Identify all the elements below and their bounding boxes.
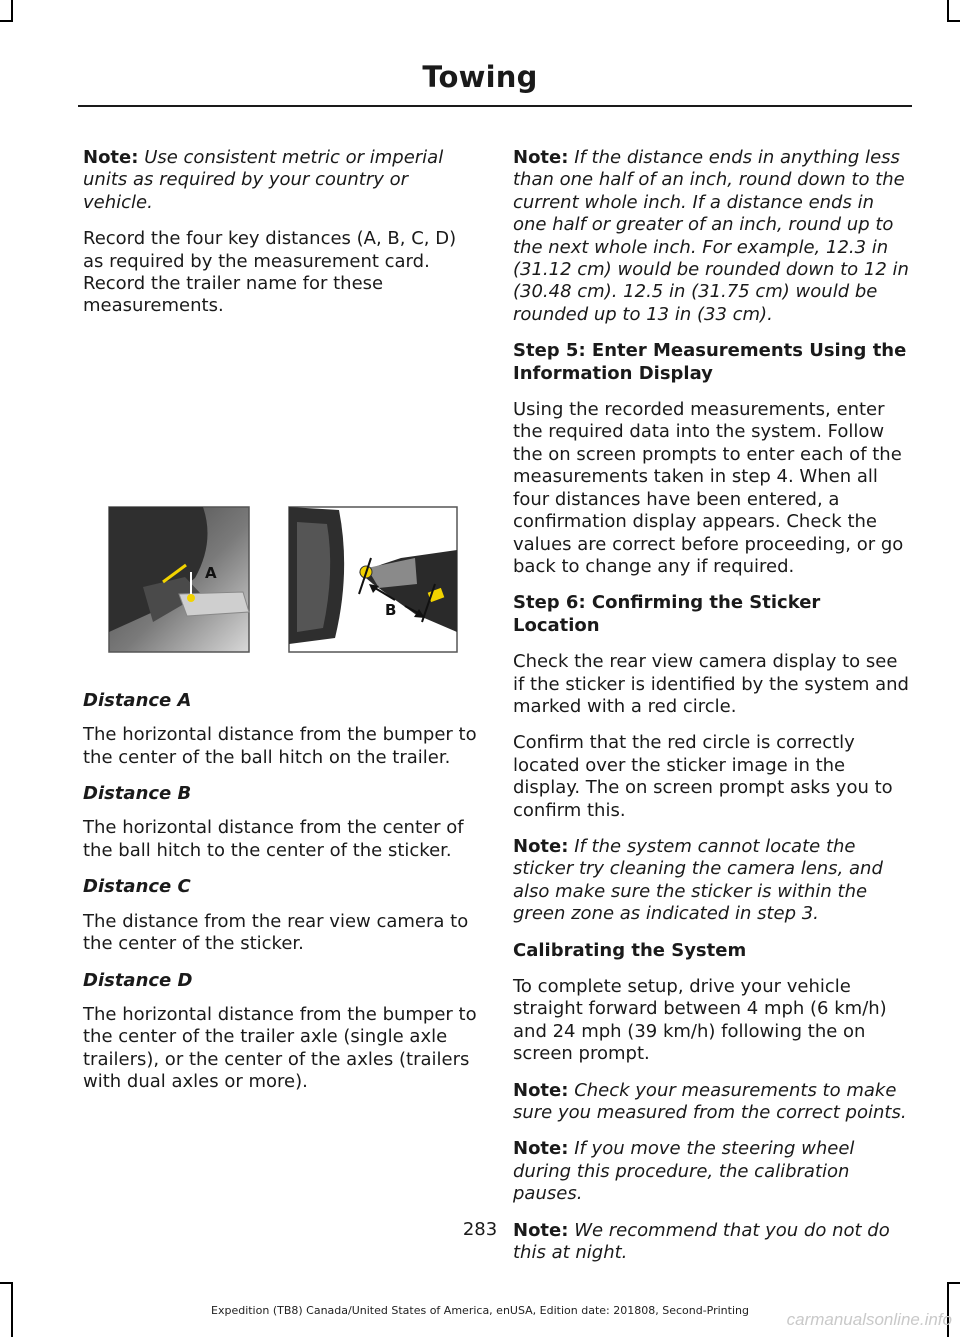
footer-edition: Expedition (TB8) Canada/United States of America, enUSA, Edition date: 201808, Second-Printing — [211, 1304, 749, 1317]
note-text: If you move the steering wheel during this procedure, the calibration pauses. — [513, 1138, 855, 1205]
step6-text-1: Check the rear view camera display to see if the sticker is identified by the system and marked with a red circle. — [513, 651, 909, 717]
note-steering — [513, 1138, 909, 1205]
note-label: Note: — [513, 1138, 569, 1160]
header-rule — [78, 105, 912, 107]
crop-mark-bottom-right-h — [947, 1282, 960, 1284]
page-title: Towing — [422, 60, 538, 94]
crop-mark-top-left — [11, 0, 13, 22]
measurement-figure — [83, 332, 479, 662]
trailer-measurement-illustration — [83, 332, 479, 662]
record-paragraph: Record the four key distances (A, B, C, D) as required by the measurement card. Record the trailer name for these measurements. — [83, 228, 457, 317]
distance-c-title: Distance C — [83, 876, 191, 898]
note-label: Note: — [513, 1079, 569, 1101]
distance-a-title: Distance A — [83, 689, 192, 711]
panel-b — [289, 507, 457, 652]
distance-b-title: Distance B — [83, 783, 192, 805]
distance-b-text: The horizontal distance from the center of the ball hitch to the center of the sticker. — [83, 817, 464, 861]
note-label: Note: — [513, 147, 569, 168]
distance-d-title: Distance D — [83, 969, 193, 991]
note-label: Note: — [513, 1219, 569, 1241]
calibrating-text: To complete setup, drive your vehicle straight forward between 4 mph (6 km/h) and 24 mph (39 km/h) following the on screen prompt. — [513, 976, 887, 1065]
note-text: Use consistent metric or imperial units as required by your country or vehicle. — [83, 147, 444, 213]
panel-a — [109, 507, 249, 652]
note-text: If the system cannot locate the sticker try cleaning the camera lens, and also make sure the sticker is within the green zone as indicated in step 3. — [513, 835, 883, 925]
note-text: Check your measurements to make sure you measured from the correct points. — [513, 1079, 907, 1124]
note-text: If the distance ends in anything less than one half of an inch, round down to the current whole inch. If a distance ends in one half or greater of an inch, round up to the next whole inch. For example, 12.3 in (31.12 cm) would be rounded down to 12 in (30.48 cm). 12.5 in (31.75 cm) would be rounded up to 13 in (33 cm). — [513, 147, 909, 325]
left-column — [83, 147, 479, 1108]
crop-mark-bottom-left-h — [0, 1282, 13, 1284]
calibrating-heading: Calibrating the System — [513, 939, 747, 961]
crop-mark-top-left-h — [0, 20, 13, 22]
note-sticker — [513, 836, 909, 926]
note-measurements — [513, 1080, 909, 1125]
label-b: B — [385, 600, 397, 619]
step5-text: Using the recorded measurements, enter the required data into the system. Follow the on screen prompts to enter each of the measurements taken in step 4. When all four distances have been entered, a confirmation display appears. Check the values are correct before proceeding, or go back to change any if required. — [513, 399, 904, 577]
right-column — [513, 147, 909, 1278]
crop-mark-top-right — [947, 0, 949, 22]
step6-text-2: Confirm that the red circle is correctly located over the sticker image in the display. The on screen prompt asks you to confirm this. — [513, 732, 893, 821]
step6-heading: Step 6: Confirming the Sticker Location — [513, 592, 821, 636]
distance-c-text: The distance from the rear view camera to the center of the sticker. — [83, 910, 469, 955]
label-a: A — [205, 563, 217, 582]
distance-a-text: The horizontal distance from the bumper to the center of the ball hitch on the trailer. — [83, 724, 477, 768]
watermark: carmanualsonline.info — [786, 1310, 952, 1329]
page-number: 283 — [462, 1219, 498, 1240]
note-text: We recommend that you do not do this at night. — [513, 1219, 890, 1264]
note-rounding — [513, 147, 909, 326]
step5-heading: Step 5: Enter Measurements Using the Information Display — [513, 340, 907, 384]
distance-d-text: The horizontal distance from the bumper to the center of the trailer axle (single axle trailers), or the center of the axles (trailers with dual axles or more). — [83, 1003, 477, 1093]
note-label: Note: — [513, 835, 569, 857]
note-units — [83, 147, 479, 214]
note-label: Note: — [83, 147, 139, 168]
crop-mark-top-right-h — [947, 20, 960, 22]
